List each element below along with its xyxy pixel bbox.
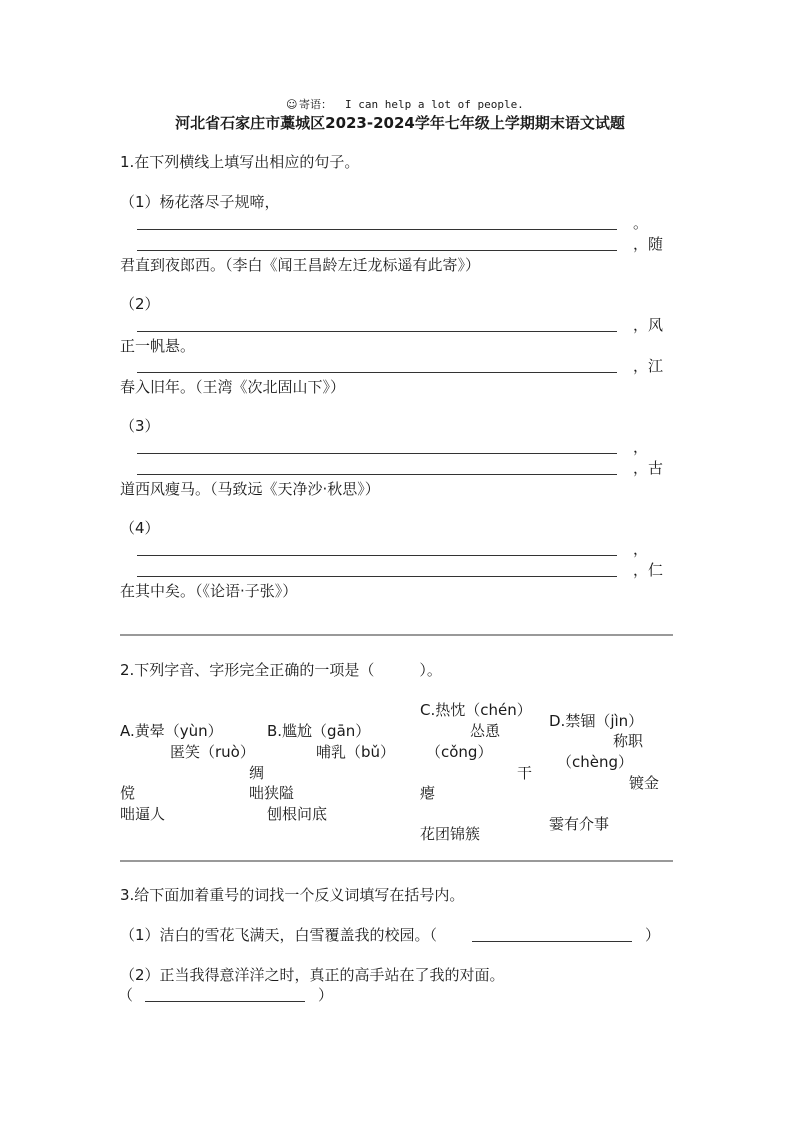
q2-stem: 2.下列字音、字形完全正确的一项是（ ）。 xyxy=(120,661,442,679)
q1-p3-label: （3） xyxy=(120,417,160,435)
q2-option-b-line-1[interactable]: B.尴尬（gān） xyxy=(267,722,371,740)
q1-p2-blank-1[interactable] xyxy=(137,331,617,332)
q1-p1-blank-2[interactable] xyxy=(137,250,617,251)
q2-option-a-line-1[interactable]: A.黄晕（yùn） xyxy=(120,722,223,740)
q1-p1-end-2: ，随 xyxy=(633,235,664,253)
q2-option-c-line-1[interactable]: C.热忱（chén） xyxy=(420,701,532,719)
q3-close-paren-1: ） xyxy=(645,926,661,944)
q1-p3-end-1: ， xyxy=(633,438,649,456)
q2-option-c-line-5: 瘪 xyxy=(420,784,436,802)
q2-option-a-line-3: 傥 xyxy=(120,784,136,802)
q1-p2-end-1: ，风 xyxy=(633,316,664,334)
q2-option-b-line-5: 刨根问底 xyxy=(267,805,328,823)
q1-p1-cont: 君直到夜郎西。（李白《闻王昌龄左迁龙标遥有此寄》） xyxy=(120,256,481,274)
q2-option-c-line-6: 花团锦簇 xyxy=(420,825,481,843)
q1-p3-cont: 道西风瘦马。（马致远《天净沙·秋思》） xyxy=(120,480,380,498)
note-prefix: 寄语： xyxy=(299,98,332,111)
q2-option-d-line-3: （chèng） xyxy=(557,753,634,771)
q3-sentence-2: （2）正当我得意洋洋之时，真正的高手站在了我的对面。 xyxy=(120,966,505,984)
q1-p2-blank-2[interactable] xyxy=(137,372,617,373)
q1-p4-end-1: ， xyxy=(633,540,649,558)
smiley-icon: ☺ xyxy=(286,98,298,111)
q2-option-b-line-2: 哺乳（bǔ） xyxy=(316,743,396,761)
q2-option-d-line-4: 镀金 xyxy=(629,774,660,792)
q3-stem: 3.给下面加着重号的词找一个反义词填写在括号内。 xyxy=(120,886,465,904)
section-divider-1 xyxy=(120,634,673,636)
q1-p4-label: （4） xyxy=(120,519,160,537)
q2-option-d-line-5: 霎有介事 xyxy=(549,815,610,833)
q1-p2-end-2: ，江 xyxy=(633,357,664,375)
q2-option-c-line-4: 干 xyxy=(517,764,533,782)
q2-option-c-line-2: 怂恿 xyxy=(470,722,501,740)
q1-p4-blank-1[interactable] xyxy=(137,555,617,556)
q1-p2-cont-2: 春入旧年。（王湾《次北固山下》） xyxy=(120,378,346,396)
q3-close-paren-2: ） xyxy=(318,986,334,1004)
section-divider-2 xyxy=(120,860,673,862)
q1-p4-cont: 在其中矣。（《论语·子张》） xyxy=(120,582,298,600)
q1-p4-end-2: ，仁 xyxy=(633,561,664,579)
q2-option-b-line-4: 咄狭隘 xyxy=(249,784,295,802)
q1-p2-cont-1: 正一帆悬。 xyxy=(120,337,196,355)
q1-stem: 1.在下列横线上填写出相应的句子。 xyxy=(120,153,360,171)
q1-p3-end-2: ，古 xyxy=(633,459,664,477)
q1-p4-blank-2[interactable] xyxy=(137,576,617,577)
q1-p3-blank-2[interactable] xyxy=(137,474,617,475)
q2-option-c-line-3: （cǒng） xyxy=(426,743,493,761)
note-text: I can help a lot of people. xyxy=(345,98,524,111)
q2-option-d-line-1[interactable]: D.禁锢（jìn） xyxy=(549,712,644,730)
q2-option-a-line-2: 匿笑（ruò） xyxy=(170,743,255,761)
q3-answer-2[interactable] xyxy=(145,1001,305,1002)
q1-p3-blank-1[interactable] xyxy=(137,453,617,454)
q3-open-paren-2: （ xyxy=(118,986,134,1004)
q2-option-b-line-3: 绸 xyxy=(249,764,265,782)
q1-p1-label: （1）杨花落尽子规啼， xyxy=(120,193,280,211)
q1-p1-end-1: 。 xyxy=(633,214,649,232)
q2-option-a-line-4: 咄逼人 xyxy=(120,805,166,823)
q1-p2-label: （2） xyxy=(120,295,160,313)
q1-p1-blank-1[interactable] xyxy=(137,229,617,230)
q2-option-d-line-2: 称职 xyxy=(613,732,644,750)
q3-answer-1[interactable] xyxy=(472,941,632,942)
page-title: 河北省石家庄市藁城区2023-2024学年七年级上学期期末语文试题 xyxy=(175,114,625,132)
q3-sentence-1: （1）洁白的雪花飞满天，白雪覆盖我的校园。（ xyxy=(120,926,438,944)
